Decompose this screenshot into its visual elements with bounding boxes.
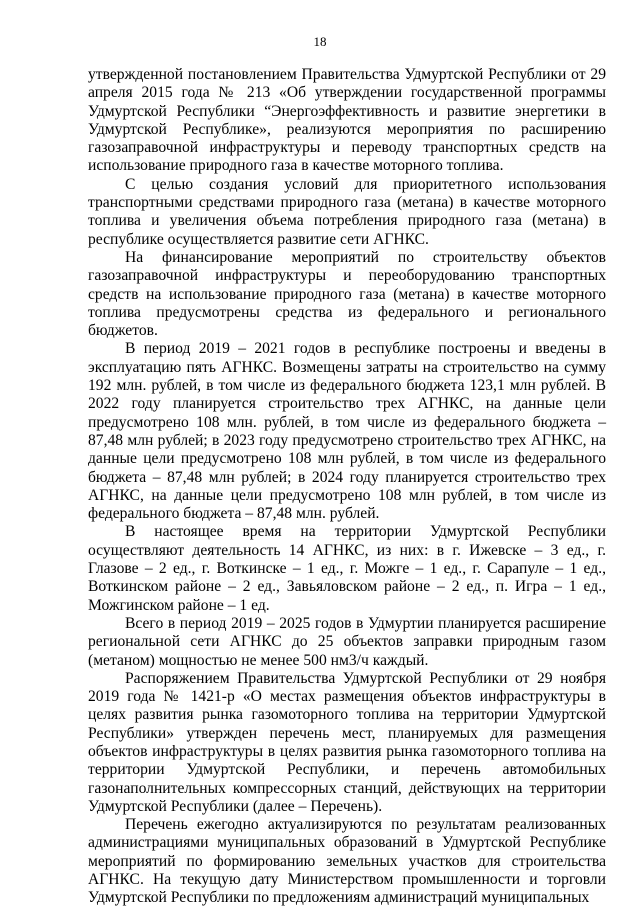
paragraph-agnks-network: С целью создания условий для приоритетного использования транспортными средствами природного газа (метана) в качестве моторного топлива и увеличения объема потребления природного газа (метана) в республике осуществляется развитие сети АГНКС.: [88, 175, 606, 248]
document-body: [88, 66, 606, 908]
paragraph-list-updates: Перечень ежегодно актуализируются по результатам реализованных администрациями муниципальных образований в Удмуртской Республике мероприятий по формированию земельных участков для строительства АГНКС. На текущую дату Министерством промышленности и торговли Удмуртской Республики по предложениям администраций муниципальных: [88, 816, 606, 907]
paragraph-government-order: Распоряжением Правительства Удмуртской Республики от 29 ноября 2019 года № 1421-р «О местах размещения объектов инфраструктуры в целях развития рынка газомоторного топлива на территории Удмуртской Республики» утвержден перечень мест, планируемых для размещения объектов инфраструктуры в целях развития рынка газомоторного топлива на территории Удмуртской Республики, и перечень автомобильных газонаполнительных компрессорных станций, действующих на территории Удмуртской Республики (далее – Перечень).: [88, 669, 606, 815]
paragraph-period-2019-2021: В период 2019 – 2021 годов в республике построены и введены в эксплуатацию пять АГНКС. Возмещены затраты на строительство на сумму 192 млн. рублей, в том числе из федерального бюджета 123,1 млн рублей. В 2022 году планируется строительство трех АГНКС, на данные цели предусмотрено 108 млн. рублей, в том числе из федерального бюджета – 87,48 млн рублей; в 2023 году предусмотрено строительство трех АГНКС, на данные цели предусмотрено 108 млн рублей, в том числе из федерального бюджета – 87,48 млн рублей; в 2024 году планируется строительство трех АГНКС, на данные цели предусмотрено 108 млн рублей, в том числе из федерального бюджета – 87,48 млн. рублей.: [88, 340, 606, 523]
paragraph-financing: На финансирование мероприятий по строительству объектов газозаправочной инфраструктуры и переоборудованию транспортных средств на использование природного газа (метана) в качестве моторного топлива предусмотрены средства из федерального и регионального бюджетов.: [88, 248, 606, 340]
paragraph-current-stations: В настоящее время на территории Удмуртской Республики осуществляют деятельность 14 АГНКС, из них: в г. Ижевске – 3 ед., г. Глазове – 2 ед., г. Воткинске – 1 ед., г. Можге – 1 ед., г. Сарапуле – 1 ед., Воткинском районе – 2 ед., Завьяловском районе – 2 ед., п. Игра – 1 ед., Можгинском районе – 1 ед.: [88, 523, 606, 614]
page-number: 18: [313, 34, 327, 49]
paragraph-expansion-plan: Всего в период 2019 – 2025 годов в Удмуртии планируется расширение региональной сети АГНКС до 25 объектов заправки природным газом (метаном) мощностью не менее 500 нм3/ч каждый.: [88, 614, 606, 669]
paragraph-continuation: утвержденной постановлением Правительства Удмуртской Республики от 29 апреля 2015 года № 213 «Об утверждении государственной программы Удмуртской Республики “Энергоэффективность и развитие энергетики в Удмуртской Республике», реализуются мероприятия по расширению газозаправочной инфраструктуры и переводу транспортных средств на использование природного газа в качестве моторного топлива.: [88, 66, 606, 175]
